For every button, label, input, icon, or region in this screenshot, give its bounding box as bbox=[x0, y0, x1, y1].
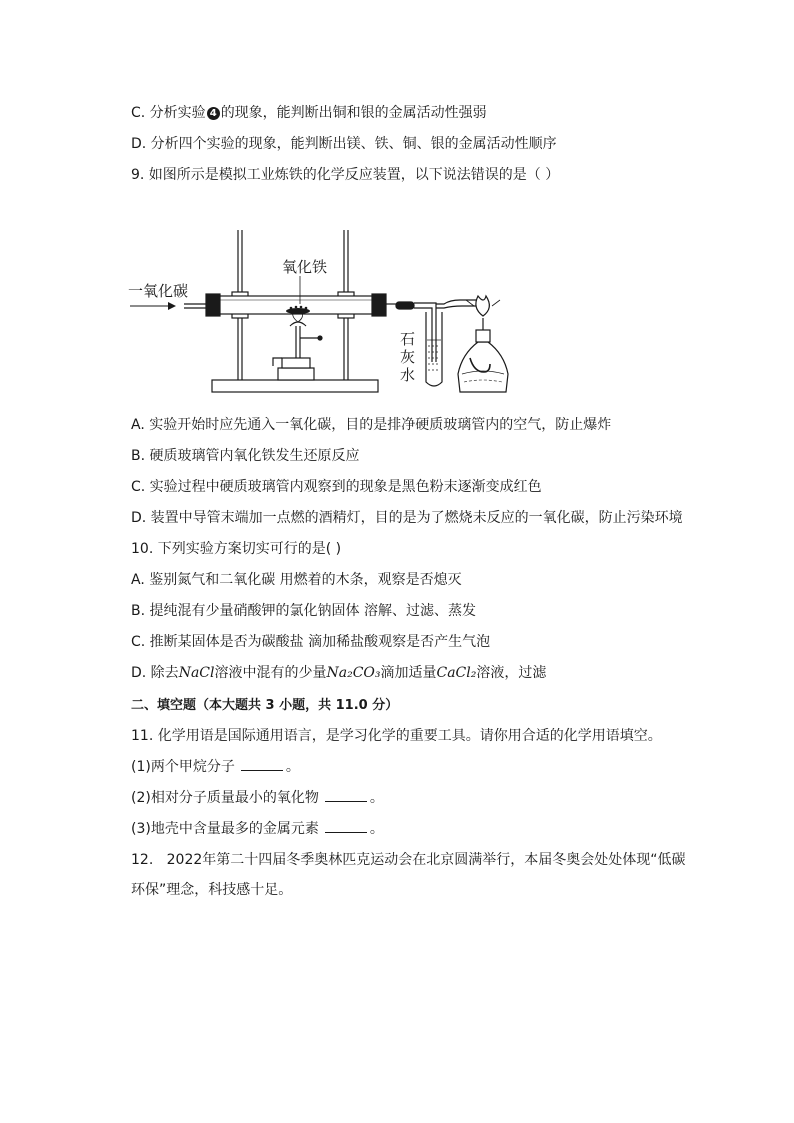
formula-cacl2: CaCl₂ bbox=[436, 665, 477, 681]
answer-blank-2[interactable] bbox=[325, 789, 367, 802]
q12-number: 12. bbox=[131, 852, 154, 868]
q10-option-d: D. 除去NaCl溶液中混有的少量Na₂CO₃滴加适量CaCl₂溶液，过滤 bbox=[131, 665, 547, 681]
circled-number-marker: 4 bbox=[207, 107, 220, 120]
q11-stem: 11. 化学用语是国际通用语言，是学习化学的重要工具。请你用合适的化学用语填空。 bbox=[131, 728, 662, 744]
q9-option-b: B. 硬质玻璃管内氧化铁发生还原反应 bbox=[131, 448, 360, 464]
q12-text: 2022年第二十四届冬季奥林匹克运动会在北京圆满举行，本届冬奥会处处体现“低碳环保”理念，科技感十足。 bbox=[131, 852, 686, 898]
q9-stem: 9. 如图所示是模拟工业炼铁的化学反应装置，以下说法错误的是（ ） bbox=[131, 167, 560, 183]
iron-smelting-apparatus-diagram bbox=[128, 222, 528, 402]
label-iron-oxide: 氧化铁 bbox=[282, 258, 328, 276]
q10-option-c: C. 推断某固体是否为碳酸盐 滴加稀盐酸观察是否产生气泡 bbox=[131, 634, 491, 650]
formula-nacl: NaCl bbox=[178, 665, 215, 681]
q9-option-a: A. 实验开始时应先通入一氧化碳，目的是排净硬质玻璃管内的空气，防止爆炸 bbox=[131, 417, 612, 433]
label-limewater-1: 石 bbox=[400, 330, 416, 348]
q12-paragraph bbox=[131, 845, 697, 905]
section-heading-fill-in-blank: 二、填空题（本大题共 3 小题，共 11.0 分） bbox=[131, 698, 399, 713]
formula-na2co3: Na₂CO₃ bbox=[326, 665, 381, 681]
answer-blank-3[interactable] bbox=[325, 820, 367, 833]
q9-option-c: C. 实验过程中硬质玻璃管内观察到的现象是黑色粉末逐渐变成红色 bbox=[131, 479, 542, 495]
q8-option-c: C. 分析实验 4 的现象，能判断出铜和银的金属活动性强弱 bbox=[131, 105, 487, 121]
q11-item-2: (2)相对分子质量最小的氧化物 。 bbox=[131, 790, 384, 806]
label-limewater-3: 水 bbox=[400, 366, 416, 384]
label-limewater-2: 灰 bbox=[400, 348, 416, 366]
q10-stem: 10. 下列实验方案切实可行的是( ) bbox=[131, 541, 342, 557]
answer-blank-1[interactable] bbox=[241, 758, 283, 771]
q10-option-a: A. 鉴别氮气和二氧化碳 用燃着的木条，观察是否熄灭 bbox=[131, 572, 462, 588]
q9-option-d: D. 装置中导管末端加一点燃的酒精灯，目的是为了燃烧未反应的一氧化碳，防止污染环境 bbox=[131, 510, 683, 526]
q8-option-d: D. 分析四个实验的现象，能判断出镁、铁、铜、银的金属活动性顺序 bbox=[131, 136, 557, 152]
label-carbon-monoxide: 一氧化碳 bbox=[128, 282, 189, 300]
q11-item-3: (3)地壳中含量最多的金属元素 。 bbox=[131, 821, 384, 837]
q10-option-b: B. 提纯混有少量硝酸钾的氯化钠固体 溶解、过滤、蒸发 bbox=[131, 603, 476, 619]
q11-item-1: (1)两个甲烷分子 。 bbox=[131, 759, 300, 775]
